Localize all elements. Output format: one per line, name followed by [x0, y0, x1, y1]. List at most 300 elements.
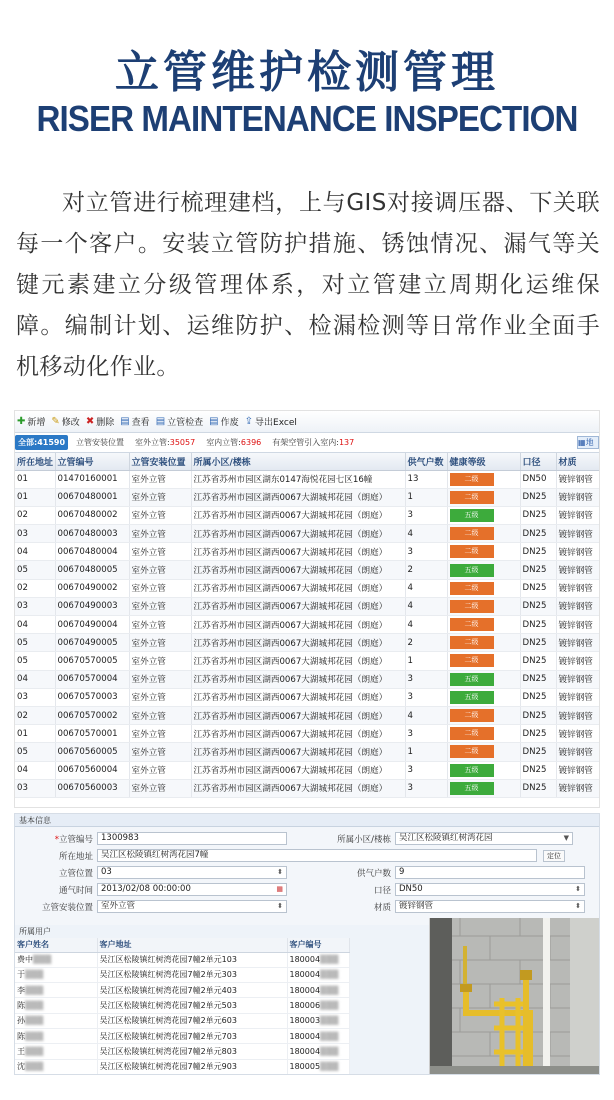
cell-addr: 01 — [15, 725, 55, 743]
cell-pos: 室外立管 — [129, 779, 191, 797]
cell-diameter: DN25 — [520, 688, 556, 706]
column-header[interactable]: 所属小区/楼栋 — [191, 453, 405, 470]
chevron-down-icon: ⬍ — [575, 902, 581, 910]
user-cell-text: 180004 — [289, 1031, 321, 1041]
user-row[interactable] — [15, 1013, 349, 1028]
health-level-badge: 二级 — [450, 545, 494, 558]
cell-pos: 室外立管 — [129, 634, 191, 652]
user-row[interactable] — [15, 998, 349, 1013]
toolbar-button-4[interactable] — [156, 415, 203, 428]
filter-outdoor-label: 室外立管: — [135, 438, 170, 447]
locate-button[interactable]: 定位 — [543, 850, 565, 862]
user-cell-text: 陈 — [17, 1001, 25, 1011]
cell-area: 江苏省苏州市园区湖西0067大湖城邦花园（朗庭） — [191, 543, 405, 561]
households-input[interactable]: 9 — [395, 866, 585, 879]
toolbar-button-icon: ▤ — [120, 416, 130, 427]
position-select-value: 03 — [101, 867, 112, 877]
health-level-badge: 五级 — [450, 564, 494, 577]
cell-households: 4 — [405, 706, 447, 724]
cell-code: 00670570005 — [55, 652, 129, 670]
cell-households: 1 — [405, 743, 447, 761]
diameter-label: 口径 — [373, 885, 391, 896]
cell-addr: 03 — [15, 525, 55, 543]
health-level-badge: 二级 — [450, 491, 494, 504]
user-cell-name — [15, 983, 97, 998]
toolbar-button-1[interactable] — [51, 415, 79, 428]
masked-text: ▒▒▒ — [320, 1016, 339, 1026]
user-row[interactable] — [15, 1059, 349, 1074]
cell-code: 00670490005 — [55, 634, 129, 652]
cell-diameter: DN25 — [520, 652, 556, 670]
table-row[interactable] — [15, 688, 600, 706]
cell-addr: 05 — [15, 634, 55, 652]
page-title-cn: 立管维护检测管理 — [115, 47, 499, 98]
user-cell-text: 于 — [17, 970, 25, 980]
chevron-down-icon: ⬍ — [277, 868, 283, 876]
table-row[interactable] — [15, 579, 600, 597]
cell-diameter: DN25 — [520, 761, 556, 779]
cell-level — [447, 743, 520, 761]
cell-diameter: DN25 — [520, 616, 556, 634]
cell-code: 00670560004 — [55, 761, 129, 779]
health-level-badge: 五级 — [450, 764, 494, 777]
user-cell-code — [287, 983, 349, 998]
user-cell-text: 费中 — [17, 955, 33, 965]
table-row[interactable] — [15, 561, 600, 579]
address-input[interactable]: 吴江区松陵镇红树湾花园7幢 — [97, 849, 537, 862]
cell-addr: 04 — [15, 616, 55, 634]
cell-households: 4 — [405, 579, 447, 597]
user-cell-name — [15, 967, 97, 982]
cell-code: 00670480001 — [55, 488, 129, 506]
intro-text — [16, 183, 600, 388]
user-cell-text: 180004 — [289, 970, 321, 980]
toolbar-button-icon: ▤ — [209, 416, 219, 427]
cell-code: 00670490004 — [55, 616, 129, 634]
toolbar-button-5[interactable] — [209, 415, 238, 428]
area-select[interactable] — [395, 832, 573, 845]
toolbar-button-icon: ✎ — [51, 416, 60, 427]
masked-text: ▒▒▒ — [320, 985, 339, 995]
cell-area: 江苏省苏州市园区湖西0067大湖城邦花园（朗庭） — [191, 779, 405, 797]
riser-table — [15, 453, 600, 798]
user-cell-addr — [97, 998, 287, 1013]
cell-addr: 03 — [15, 688, 55, 706]
cell-diameter: DN25 — [520, 597, 556, 615]
user-cell-text: 180004 — [289, 985, 321, 995]
cell-area: 江苏省苏州市园区湖西0067大湖城邦花园（朗庭） — [191, 652, 405, 670]
cell-diameter: DN25 — [520, 579, 556, 597]
user-cell-code — [287, 998, 349, 1013]
cell-area: 江苏省苏州市园区湖西0067大湖城邦花园（朗庭） — [191, 706, 405, 724]
cell-material: 镀锌钢管 — [556, 561, 600, 579]
cell-area: 江苏省苏州市园区湖西0067大湖城邦花园（朗庭） — [191, 561, 405, 579]
cell-pos: 室外立管 — [129, 761, 191, 779]
user-cell-code — [287, 952, 349, 967]
cell-code: 00670480004 — [55, 543, 129, 561]
riser-photo-image — [430, 918, 600, 1075]
toolbar-button-0[interactable] — [17, 415, 45, 428]
cell-diameter: DN25 — [520, 725, 556, 743]
cell-area: 江苏省苏州市园区湖西0067大湖城邦花园（朗庭） — [191, 506, 405, 524]
user-cell-text: 吴江区松陵镇红树湾花园7幢2单元903 — [99, 1062, 237, 1072]
masked-text: ▒▒▒ — [25, 1046, 44, 1056]
user-cell-name — [15, 998, 97, 1013]
cell-code: 00670570001 — [55, 725, 129, 743]
cell-level — [447, 706, 520, 724]
cell-households: 3 — [405, 543, 447, 561]
cell-pos: 室外立管 — [129, 670, 191, 688]
masked-text: ▒▒▒ — [25, 970, 44, 980]
cell-material: 镀锌钢管 — [556, 597, 600, 615]
cell-code: 00670570002 — [55, 706, 129, 724]
user-row[interactable] — [15, 952, 349, 967]
toolbar-button-label: 删除 — [96, 418, 115, 428]
households-label: 供气户数 — [356, 868, 391, 879]
user-cell-name — [15, 952, 97, 967]
user-cell-code — [287, 967, 349, 982]
filter-all-chip[interactable]: 全部:41590 — [15, 435, 68, 450]
users-table — [15, 938, 350, 1075]
cell-code: 01470160001 — [55, 470, 129, 488]
cell-level — [447, 670, 520, 688]
user-row[interactable] — [15, 967, 349, 982]
cell-level — [447, 761, 520, 779]
gas-time-input[interactable] — [97, 883, 287, 896]
user-cell-text: 沈 — [17, 1062, 25, 1072]
cell-level — [447, 616, 520, 634]
cell-code: 00670570004 — [55, 670, 129, 688]
cell-diameter: DN25 — [520, 543, 556, 561]
table-row[interactable] — [15, 506, 600, 524]
table-row[interactable] — [15, 725, 600, 743]
toolbar-button-label: 导出Excel — [255, 418, 297, 428]
install-position-label: 立管安装位置 — [41, 902, 93, 913]
cell-pos: 室外立管 — [129, 561, 191, 579]
cell-pos: 室外立管 — [129, 616, 191, 634]
column-header[interactable]: 所在地址 — [15, 453, 55, 470]
toolbar-button-2[interactable] — [86, 415, 114, 428]
cell-diameter: DN25 — [520, 561, 556, 579]
cell-material: 镀锌钢管 — [556, 634, 600, 652]
table-row[interactable] — [15, 597, 600, 615]
cell-code: 00670480002 — [55, 506, 129, 524]
health-level-badge: 二级 — [450, 636, 494, 649]
cell-level — [447, 688, 520, 706]
cell-addr: 04 — [15, 761, 55, 779]
cell-material: 镀锌钢管 — [556, 706, 600, 724]
riser-code-label-text: 立管编号 — [58, 834, 93, 845]
cell-level — [447, 725, 520, 743]
user-row[interactable] — [15, 983, 349, 998]
map-button[interactable]: ▦地 — [577, 436, 599, 449]
riser-code-label: *立管编号 — [54, 834, 93, 845]
cell-households: 4 — [405, 616, 447, 634]
column-header[interactable]: 立管编号 — [55, 453, 129, 470]
cell-households: 3 — [405, 725, 447, 743]
cell-households: 3 — [405, 506, 447, 524]
filter-install-position[interactable]: 立管安装位置 — [76, 438, 125, 447]
cell-diameter: DN25 — [520, 506, 556, 524]
material-select-value: 镀锌钢管 — [399, 901, 434, 911]
page-title-en: RISER MAINTENANCE INSPECTION — [36, 98, 578, 139]
cell-level — [447, 543, 520, 561]
riser-list-panel — [14, 410, 600, 808]
masked-text: ▒▒▒ — [320, 1001, 339, 1011]
cell-addr: 03 — [15, 779, 55, 797]
cell-households: 2 — [405, 634, 447, 652]
cell-households: 3 — [405, 761, 447, 779]
cell-area: 江苏省苏州市园区湖东0147海悦花园七区16幢 — [191, 470, 405, 488]
cell-diameter: DN25 — [520, 743, 556, 761]
masked-text: ▒▒▒ — [320, 955, 339, 965]
column-header[interactable]: 材质 — [556, 453, 600, 470]
table-row[interactable] — [15, 470, 600, 488]
chevron-down-icon: ⬍ — [575, 885, 581, 893]
table-row[interactable] — [15, 652, 600, 670]
toolbar-button-3[interactable] — [120, 415, 149, 428]
cell-code: 00670480003 — [55, 525, 129, 543]
column-header[interactable]: 立管安装位置 — [129, 453, 191, 470]
riser-photo — [429, 918, 600, 1075]
health-level-badge: 二级 — [450, 527, 494, 540]
filter-overhead[interactable] — [269, 435, 357, 450]
masked-text: ▒▒▒ — [320, 1046, 339, 1056]
cell-pos: 室外立管 — [129, 470, 191, 488]
area-label: 所属小区/楼栋 — [337, 834, 391, 845]
cell-area: 江苏省苏州市园区湖西0067大湖城邦花园（朗庭） — [191, 579, 405, 597]
table-row[interactable] — [15, 634, 600, 652]
table-row[interactable] — [15, 670, 600, 688]
cell-material: 镀锌钢管 — [556, 688, 600, 706]
cell-material: 镀锌钢管 — [556, 670, 600, 688]
user-cell-name — [15, 1059, 97, 1074]
cell-level — [447, 470, 520, 488]
material-label: 材质 — [373, 902, 391, 913]
cell-level — [447, 579, 520, 597]
cell-households: 3 — [405, 688, 447, 706]
user-cell-text: 吴江区松陵镇红树湾花园7幢2单元603 — [99, 1016, 237, 1026]
cell-material: 镀锌钢管 — [556, 616, 600, 634]
cell-material: 镀锌钢管 — [556, 761, 600, 779]
cell-code: 00670560003 — [55, 779, 129, 797]
cell-area: 江苏省苏州市园区湖西0067大湖城邦花园（朗庭） — [191, 634, 405, 652]
toolbar-button-6[interactable] — [245, 415, 297, 428]
riser-code-input[interactable]: 1300983 — [97, 832, 287, 845]
cell-households: 1 — [405, 488, 447, 506]
user-cell-addr — [97, 1059, 287, 1074]
user-cell-text: 180005 — [289, 1062, 321, 1072]
cell-diameter: DN25 — [520, 525, 556, 543]
cell-material: 镀锌钢管 — [556, 579, 600, 597]
masked-text: ▒▒▒ — [33, 955, 52, 965]
cell-material: 镀锌钢管 — [556, 652, 600, 670]
toolbar-button-label: 查看 — [131, 418, 150, 428]
cell-diameter: DN25 — [520, 634, 556, 652]
cell-pos: 室外立管 — [129, 543, 191, 561]
cell-area: 江苏省苏州市园区湖西0067大湖城邦花园（朗庭） — [191, 525, 405, 543]
user-cell-text: 陈 — [17, 1031, 25, 1041]
health-level-badge: 二级 — [450, 727, 494, 740]
cell-area: 江苏省苏州市园区湖西0067大湖城邦花园（朗庭） — [191, 725, 405, 743]
chevron-down-icon: ⬍ — [277, 902, 283, 910]
user-cell-text: 吴江区松陵镇红树湾花园7幢2单元103 — [99, 955, 237, 965]
user-column-header[interactable]: 客户编号 — [287, 938, 349, 952]
cell-pos: 室外立管 — [129, 597, 191, 615]
cell-addr: 01 — [15, 488, 55, 506]
user-column-header[interactable]: 客户地址 — [97, 938, 287, 952]
filter-overhead-label: 有架空管引入室内: — [272, 438, 339, 447]
cell-area: 江苏省苏州市园区湖西0067大湖城邦花园（朗庭） — [191, 761, 405, 779]
masked-text: ▒▒▒ — [320, 970, 339, 980]
user-cell-addr — [97, 967, 287, 982]
masked-text: ▒▒▒ — [25, 985, 44, 995]
user-cell-name — [15, 1044, 97, 1059]
cell-pos: 室外立管 — [129, 652, 191, 670]
user-row[interactable] — [15, 1028, 349, 1043]
cell-addr: 03 — [15, 597, 55, 615]
cell-code: 00670490002 — [55, 579, 129, 597]
user-cell-addr — [97, 952, 287, 967]
toolbar-button-label: 新增 — [27, 418, 46, 428]
install-position-value: 室外立管 — [101, 901, 136, 911]
user-row[interactable] — [15, 1044, 349, 1059]
cell-area: 江苏省苏州市园区湖西0067大湖城邦花园（朗庭） — [191, 670, 405, 688]
cell-code: 00670560005 — [55, 743, 129, 761]
cell-code: 00670570003 — [55, 688, 129, 706]
toolbar-button-icon: ▤ — [155, 416, 166, 427]
user-cell-text: 孙 — [17, 1016, 25, 1026]
cell-level — [447, 779, 520, 797]
chevron-down-icon: ▼ — [563, 834, 569, 842]
cell-households: 3 — [405, 779, 447, 797]
user-cell-text: 李 — [17, 985, 25, 995]
user-cell-addr — [97, 1013, 287, 1028]
cell-households: 1 — [405, 652, 447, 670]
filter-indoor-label: 室内立管: — [206, 438, 241, 447]
user-cell-addr — [97, 1028, 287, 1043]
filter-outdoor[interactable] — [132, 435, 198, 450]
cell-households: 4 — [405, 525, 447, 543]
basic-info-header: 基本信息 — [15, 814, 599, 827]
toolbar — [15, 411, 599, 433]
filter-indoor[interactable] — [203, 435, 264, 450]
cell-households: 4 — [405, 597, 447, 615]
map-button-label: 地 — [585, 438, 594, 447]
user-cell-text: 吴江区松陵镇红树湾花园7幢2单元403 — [99, 985, 237, 995]
table-row[interactable] — [15, 743, 600, 761]
user-cell-name — [15, 1013, 97, 1028]
cell-material: 镀锌钢管 — [556, 488, 600, 506]
cell-addr: 02 — [15, 579, 55, 597]
table-row[interactable] — [15, 543, 600, 561]
health-level-badge: 二级 — [450, 709, 494, 722]
masked-text: ▒▒▒ — [25, 1062, 44, 1072]
masked-text: ▒▒▒ — [25, 1031, 44, 1041]
column-header[interactable]: 口径 — [520, 453, 556, 470]
user-cell-code — [287, 1044, 349, 1059]
cell-level — [447, 506, 520, 524]
user-cell-text: 王 — [17, 1046, 25, 1056]
material-select[interactable] — [395, 900, 585, 913]
masked-text: ▒▒▒ — [320, 1062, 339, 1072]
cell-level — [447, 634, 520, 652]
health-level-badge: 二级 — [450, 582, 494, 595]
cell-addr: 05 — [15, 652, 55, 670]
cell-code: 00670490003 — [55, 597, 129, 615]
basic-info-form — [15, 827, 599, 925]
table-row[interactable] — [15, 488, 600, 506]
masked-text: ▒▒▒ — [320, 1031, 339, 1041]
cell-material: 镀锌钢管 — [556, 743, 600, 761]
gas-time-value: 2013/02/08 00:00:00 — [101, 884, 191, 894]
cell-material: 镀锌钢管 — [556, 470, 600, 488]
user-cell-code — [287, 1013, 349, 1028]
calendar-icon[interactable]: ▦ — [276, 885, 283, 893]
filter-bar — [15, 433, 599, 453]
user-cell-addr — [97, 1044, 287, 1059]
cell-material: 镀锌钢管 — [556, 525, 600, 543]
position-label: 立管位置 — [58, 868, 93, 879]
cell-level — [447, 488, 520, 506]
cell-pos: 室外立管 — [129, 725, 191, 743]
table-row[interactable] — [15, 706, 600, 724]
cell-diameter: DN50 — [520, 470, 556, 488]
toolbar-button-label: 作废 — [220, 418, 239, 428]
cell-material: 镀锌钢管 — [556, 543, 600, 561]
table-row[interactable] — [15, 616, 600, 634]
user-cell-code — [287, 1059, 349, 1074]
cell-level — [447, 561, 520, 579]
cell-material: 镀锌钢管 — [556, 725, 600, 743]
filter-outdoor-count: 35057 — [169, 438, 196, 447]
cell-material: 镀锌钢管 — [556, 506, 600, 524]
user-cell-text: 吴江区松陵镇红树湾花园7幢2单元703 — [99, 1031, 237, 1041]
table-row[interactable] — [15, 779, 600, 797]
diameter-select[interactable] — [395, 883, 585, 896]
user-cell-code — [287, 1028, 349, 1043]
health-level-badge: 五级 — [450, 673, 494, 686]
cell-diameter: DN25 — [520, 670, 556, 688]
cell-households: 13 — [405, 470, 447, 488]
cell-level — [447, 525, 520, 543]
cell-households: 2 — [405, 561, 447, 579]
user-cell-text: 180006 — [289, 1001, 321, 1011]
health-level-badge: 二级 — [450, 473, 494, 486]
user-cell-addr — [97, 983, 287, 998]
position-select[interactable] — [97, 866, 287, 879]
cell-households: 3 — [405, 670, 447, 688]
area-select-value: 吴江区松陵镇红树湾花园 — [399, 833, 493, 843]
user-column-header[interactable]: 客户姓名 — [15, 938, 97, 952]
install-position-select[interactable] — [97, 900, 287, 913]
health-level-badge: 二级 — [450, 618, 494, 631]
cell-pos: 室外立管 — [129, 525, 191, 543]
user-cell-text: 吴江区松陵镇红树湾花园7幢2单元803 — [99, 1046, 237, 1056]
column-header[interactable]: 供气户数 — [405, 453, 447, 470]
user-cell-text: 吴江区松陵镇红树湾花园7幢2单元503 — [99, 1001, 237, 1011]
toolbar-button-icon: ⇪ — [244, 416, 254, 427]
table-row[interactable] — [15, 761, 600, 779]
user-cell-name — [15, 1028, 97, 1043]
gas-time-label: 通气时间 — [58, 885, 93, 896]
table-row[interactable] — [15, 525, 600, 543]
users-header: 所属用户 — [19, 927, 51, 936]
column-header[interactable]: 健康等级 — [447, 453, 520, 470]
cell-pos: 室外立管 — [129, 706, 191, 724]
masked-text: ▒▒▒ — [25, 1001, 44, 1011]
toolbar-button-icon: ✖ — [85, 416, 95, 427]
